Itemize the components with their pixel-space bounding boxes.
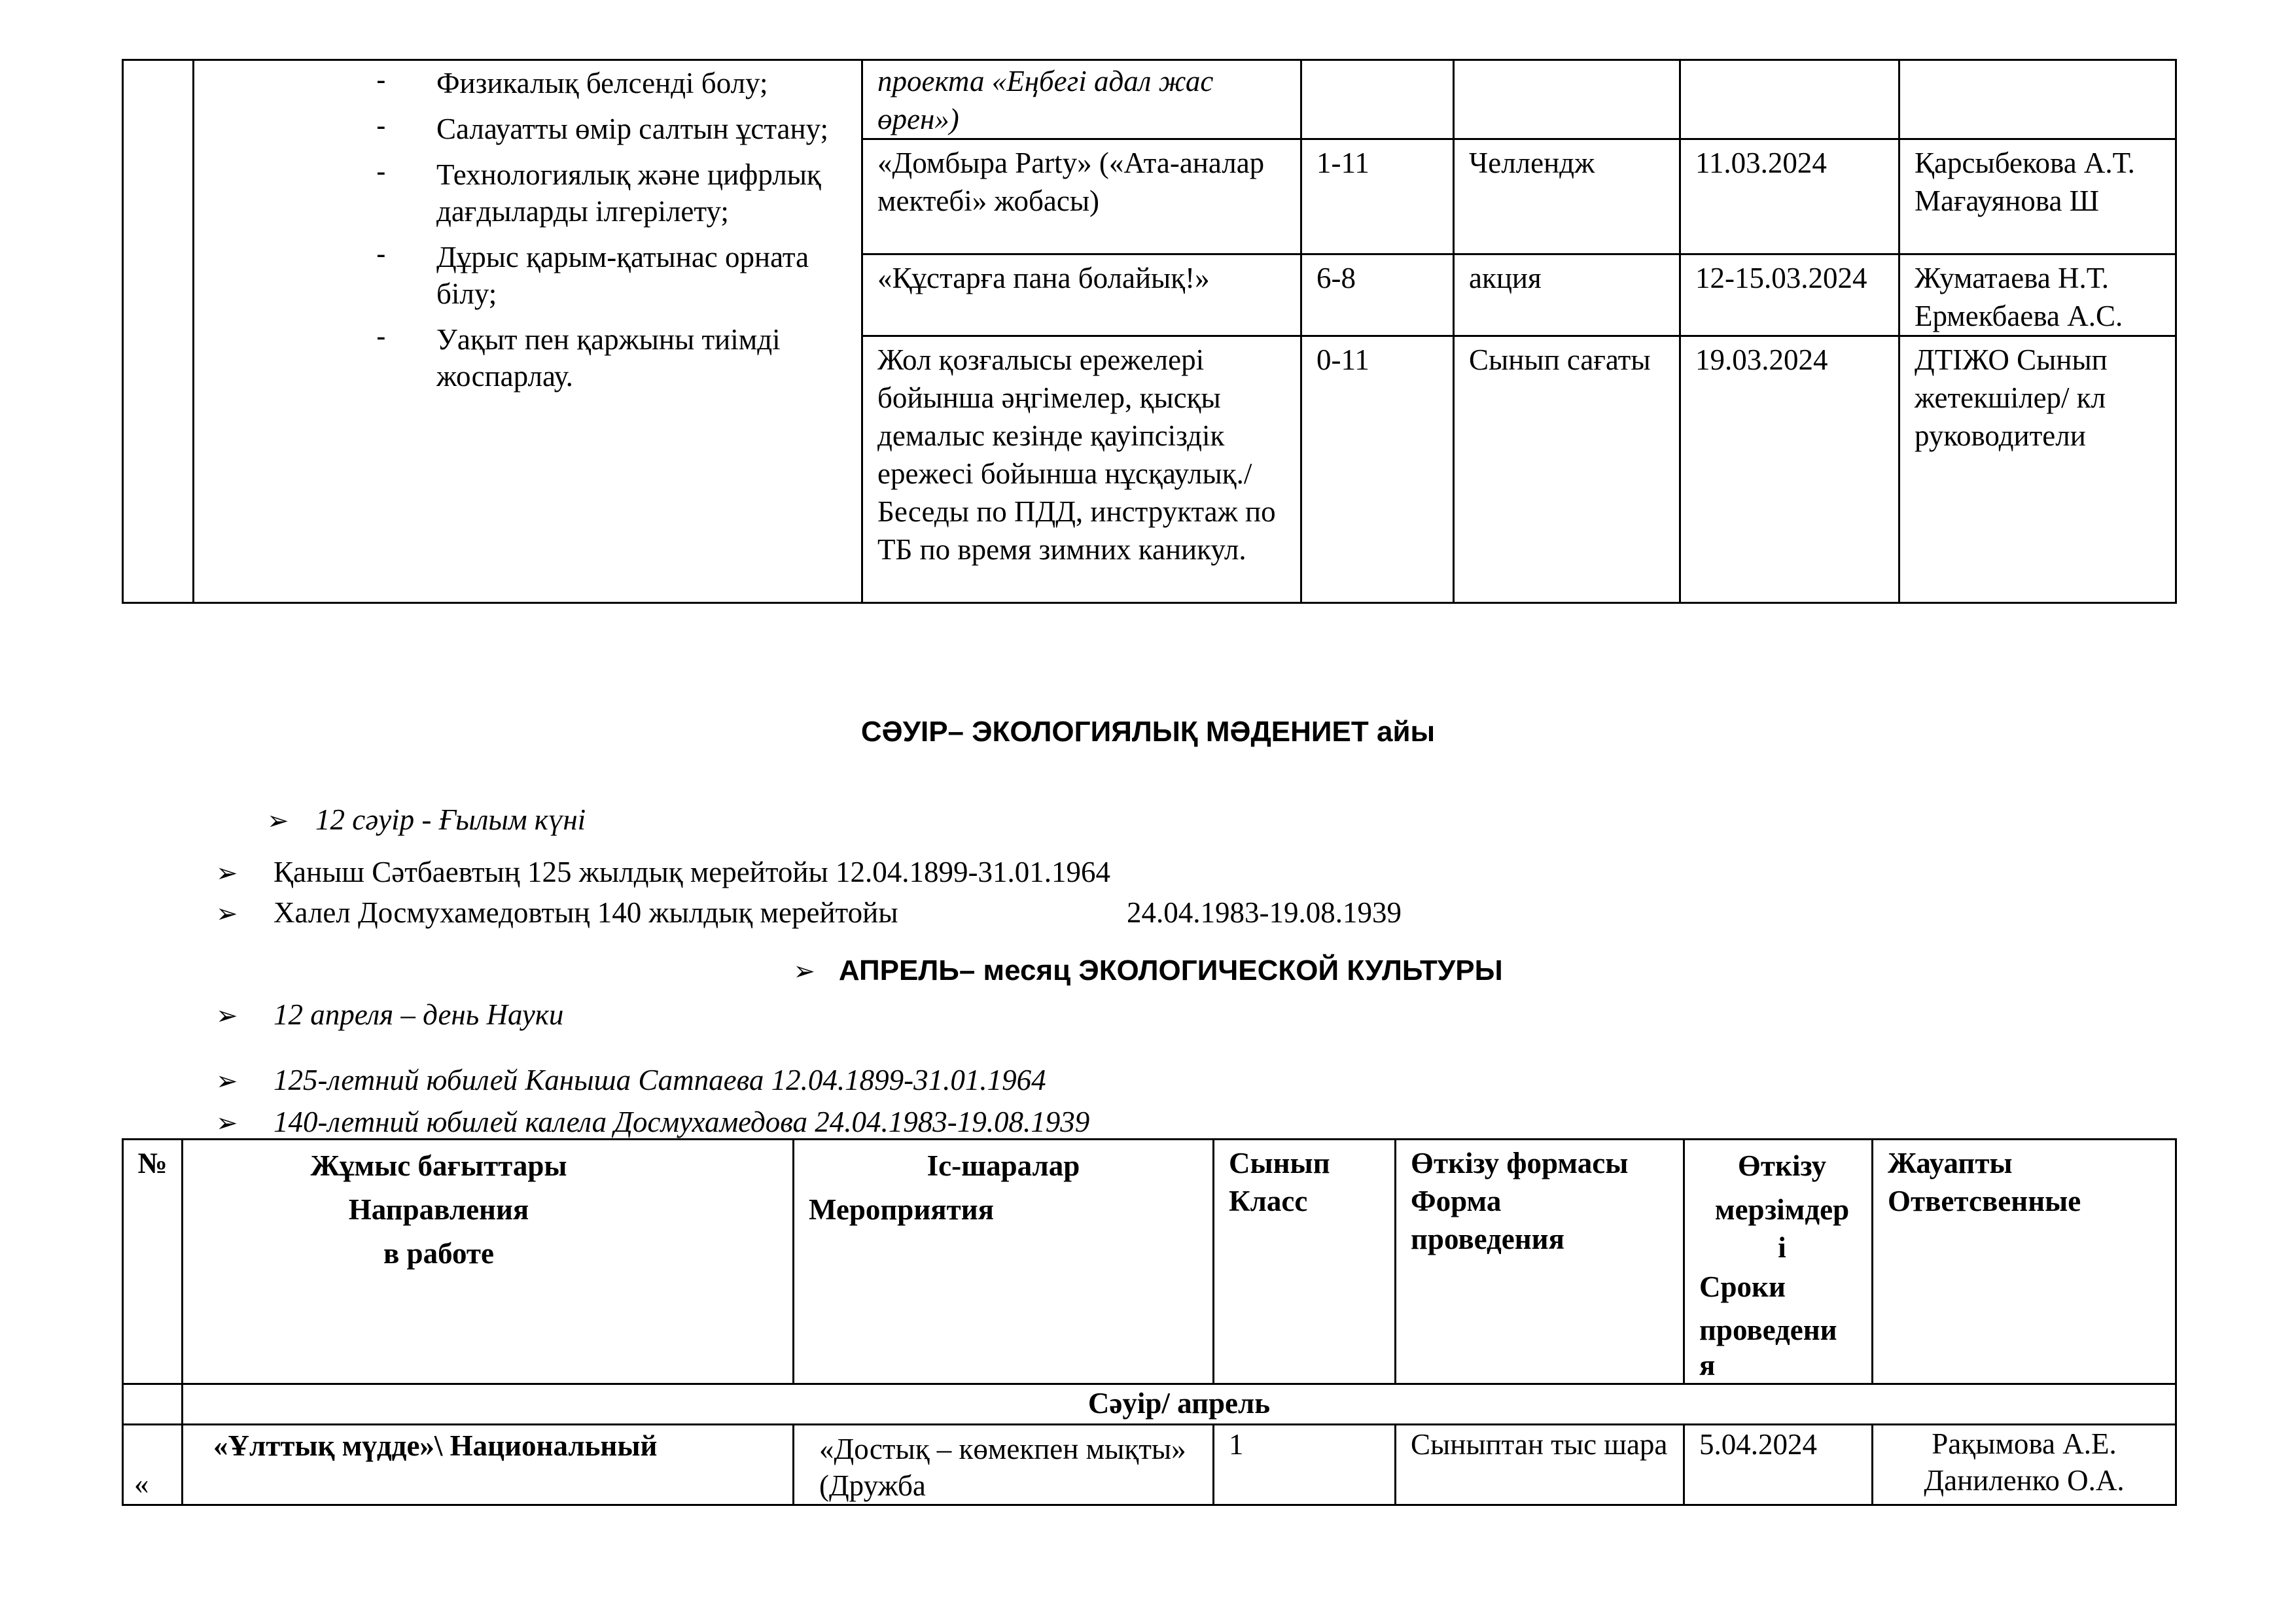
ru-item-satpayev: 125-летний юбилей Каныша Сатпаева 12.04.1899-31.01.1964 (274, 1064, 1046, 1096)
form-cell: Челлендж (1454, 139, 1680, 254)
header-date-ru2: проведени (1699, 1314, 1837, 1346)
header-directions-kz: Жұмыс бағыттары (310, 1149, 567, 1182)
kz-item-satbayev: Қаныш Сәтбаевтың 125 жылдық мерейтойы 12.04.1899-31.01.1964 (274, 856, 1110, 888)
event-cell: проекта «Еңбегі адал жас өрен») (862, 60, 1301, 139)
responsible-cell: ДТІЖО Сынып жетекшілер/ кл руководители (1899, 336, 2176, 603)
header-responsible-ru: Ответсвенные (1888, 1185, 2081, 1217)
form-cell: Сынып сағаты (1454, 336, 1680, 603)
header-responsible (1873, 1140, 2176, 1384)
class-cell: 1-11 (1301, 139, 1454, 254)
direction-item: - Технологиялық және цифрлық дағдыларды ілгерілету; (436, 156, 835, 230)
header-events-kz: Іс-шаралар (927, 1149, 1080, 1182)
arrow-bullet-icon: ➢ (216, 1066, 238, 1096)
row-direction: «Ұлттық мүдде»\ Национальный (183, 1425, 794, 1505)
arrow-bullet-icon: ➢ (216, 1108, 238, 1138)
header-number-text: № (137, 1147, 168, 1179)
row-responsible: Рақымова А.Е. Даниленко О.А. (1873, 1425, 2176, 1505)
directions-list (194, 61, 861, 394)
kz-item-dosmukhamedov: Халел Досмухамедовтың 140 жылдық мерейтойы (274, 896, 898, 929)
number-cell (123, 60, 194, 603)
arrow-bullet-icon: ➢ (216, 858, 238, 888)
header-date-kz1: Өткізу (1737, 1149, 1827, 1182)
month-title-ru-text: АПРЕЛЬ– месяц ЭКОЛОГИЧЕСКОЙ КУЛЬТУРЫ (838, 954, 1503, 986)
header-form-ru1: Форма (1411, 1185, 1502, 1217)
header-class-kz: Сынып (1229, 1147, 1330, 1179)
event-cell: «Домбыра Party» («Ата-аналар мектебі» жобасы) (862, 139, 1301, 254)
arrow-bullet-icon: ➢ (216, 899, 238, 929)
header-directions-ru1: Направления (348, 1193, 529, 1226)
date-cell: 11.03.2024 (1680, 139, 1899, 254)
header-row (123, 1140, 2176, 1384)
top-table (122, 59, 2177, 604)
section-row (123, 1384, 2176, 1425)
form-cell (1454, 60, 1680, 139)
event-cell: Жол қозғалысы ережелері бойынша әңгімелер, қысқы демалыс кезінде қауіпсіздік ережесі бойынша нұсқаулық./ Беседы по ПДД, инструктаж по ТБ по время зимних каникул. (862, 336, 1301, 603)
header-events-ru: Мероприятия (809, 1193, 994, 1226)
month-title-ru (0, 952, 2296, 990)
header-directions (183, 1140, 794, 1384)
row-class: 1 (1214, 1425, 1396, 1505)
row-event: «Достық – көмекпен мықты» (Дружба (794, 1425, 1214, 1505)
form-cell: акция (1454, 254, 1680, 336)
arrow-bullet-icon: ➢ (267, 806, 289, 836)
event-cell: «Құстарға пана болайық!» (862, 254, 1301, 336)
arrow-bullet-icon: ➢ (793, 956, 815, 986)
direction-item: - Физикалық белсенді болу; (436, 65, 835, 101)
row-form: Сыныптан тыс шара (1396, 1425, 1684, 1505)
table-row (123, 1425, 2176, 1505)
header-events (794, 1140, 1214, 1384)
class-cell (1301, 60, 1454, 139)
header-class (1214, 1140, 1396, 1384)
class-cell: 0-11 (1301, 336, 1454, 603)
header-form-ru2: проведения (1411, 1223, 1564, 1255)
row-date: 5.04.2024 (1684, 1425, 1873, 1505)
kz-item-science-day: 12 сәуір - Ғылым күні (315, 803, 586, 836)
header-directions-ru2: в работе (383, 1237, 494, 1270)
date-cell: 19.03.2024 (1680, 336, 1899, 603)
directions-cell (194, 60, 862, 603)
header-date-ru1: Сроки (1699, 1270, 1786, 1303)
direction-item: - Уақыт пен қаржыны тиімді жоспарлау. (436, 321, 835, 394)
direction-item: - Дұрыс қарым-қатынас орната білу; (436, 239, 835, 312)
ru-item-science-day: 12 апреля – день Науки (274, 998, 564, 1031)
header-date-kz3: і (1778, 1231, 1786, 1264)
month-title-kz: СӘУІР– ЭКОЛОГИЯЛЫҚ МӘДЕНИЕТ айы (860, 716, 1436, 748)
header-responsible-kz: Жауапты (1888, 1147, 2013, 1179)
responsible-cell (1899, 60, 2176, 139)
ru-item-dosmukhamedov: 140-летний юбилей калела Досмухамедова 24.04.1983-19.08.1939 (274, 1106, 1090, 1138)
header-class-ru: Класс (1229, 1185, 1308, 1217)
header-date-kz2: мерзімдер (1714, 1193, 1850, 1226)
header-date-ru3: я (1699, 1349, 1716, 1382)
section-number-cell (123, 1384, 183, 1425)
responsible-cell: Қарсыбекова А.Т. Мағауянова Ш (1899, 139, 2176, 254)
section-label: Сәуір/ апрель (183, 1384, 2176, 1425)
direction-item: - Салауатты өмір салтын ұстану; (436, 111, 835, 147)
kz-item-dosmukhamedov-dates: 24.04.1983-19.08.1939 (1127, 896, 1402, 929)
bottom-table (122, 1138, 2177, 1506)
date-cell: 12-15.03.2024 (1680, 254, 1899, 336)
header-number (123, 1140, 183, 1384)
responsible-cell: Жуматаева Н.Т. Ермекбаева А.С. (1899, 254, 2176, 336)
arrow-bullet-icon: ➢ (216, 1001, 238, 1031)
header-form (1396, 1140, 1684, 1384)
header-form-kz: Өткізу формасы (1411, 1147, 1629, 1179)
row-number: « (123, 1425, 183, 1505)
date-cell (1680, 60, 1899, 139)
class-cell: 6-8 (1301, 254, 1454, 336)
header-date (1684, 1140, 1873, 1384)
